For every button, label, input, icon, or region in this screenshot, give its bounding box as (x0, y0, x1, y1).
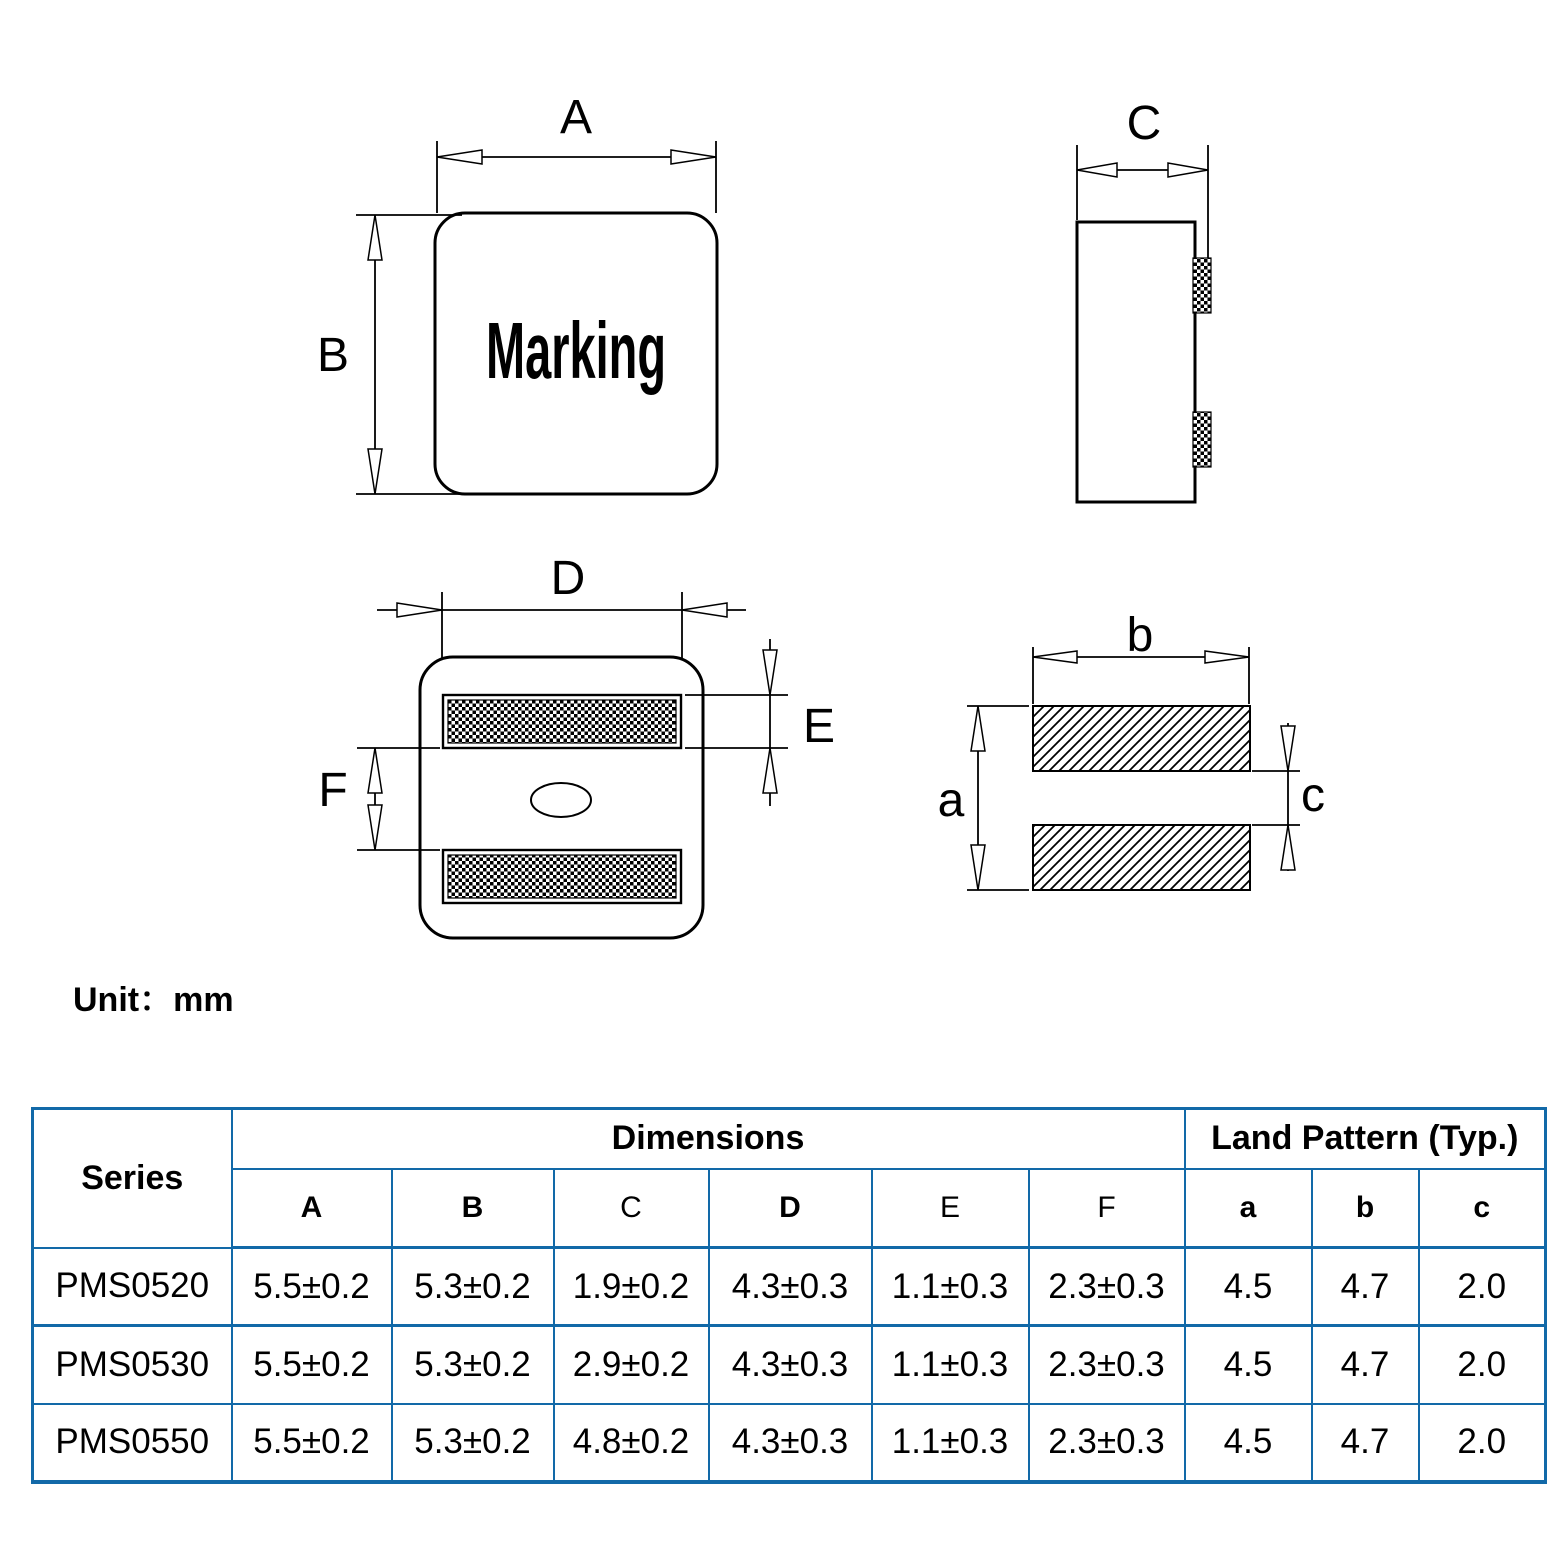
dim-label-b: b (1126, 609, 1154, 662)
value-cell: 1.1±0.3 (872, 1326, 1029, 1404)
land-pattern-header: Land Pattern (Typ.) (1185, 1109, 1546, 1169)
series-cell: PMS0530 (33, 1326, 232, 1404)
dim-label-D: D (550, 552, 586, 605)
dim-label-B: B (316, 329, 350, 382)
value-cell: 5.5±0.2 (232, 1248, 392, 1326)
col-header-a: a (1185, 1169, 1312, 1248)
value-cell: 5.3±0.2 (392, 1326, 554, 1404)
top-view-diagram (317, 91, 717, 494)
arrowhead-up (971, 706, 985, 751)
value-cell: 2.0 (1419, 1326, 1546, 1404)
arrowhead-right (1168, 163, 1208, 177)
arrowhead-down (971, 845, 985, 890)
value-cell: 4.7 (1312, 1326, 1419, 1404)
dim-label-C: C (1126, 97, 1162, 150)
arrowhead-right (397, 603, 442, 617)
value-cell: 4.5 (1185, 1248, 1312, 1326)
table-header-row-groups (33, 1109, 1546, 1169)
arrowhead-up (1281, 825, 1295, 870)
side-view-diagram (1077, 97, 1211, 502)
terminal-pad (1193, 412, 1211, 467)
value-cell: 4.8±0.2 (554, 1404, 709, 1482)
arrowhead-right (671, 150, 716, 164)
unit-note: Unit：mm (73, 981, 234, 1019)
value-cell: 2.3±0.3 (1029, 1326, 1185, 1404)
value-cell: 2.9±0.2 (554, 1326, 709, 1404)
col-header-A: A (232, 1169, 392, 1248)
value-cell: 1.1±0.3 (872, 1404, 1029, 1482)
value-cell: 2.0 (1419, 1248, 1546, 1326)
col-header-B: B (392, 1169, 554, 1248)
dimensions-header: Dimensions (232, 1109, 1185, 1169)
bottom-pad (448, 700, 676, 743)
arrowhead-down (763, 650, 777, 695)
value-cell: 4.3±0.3 (709, 1404, 872, 1482)
arrowhead-down (368, 449, 382, 494)
dim-label-c: c (1301, 769, 1325, 822)
value-cell: 4.3±0.3 (709, 1326, 872, 1404)
bottom-view-diagram (318, 552, 835, 938)
series-cell: PMS0550 (33, 1404, 232, 1482)
table-row (33, 1326, 1546, 1404)
spec-table (31, 1107, 1547, 1484)
component-body-side-view (1077, 222, 1195, 502)
arrowhead-right (1205, 651, 1249, 663)
value-cell: 1.9±0.2 (554, 1248, 709, 1326)
center-mark-ellipse (531, 783, 591, 817)
arrowhead-down (368, 805, 382, 850)
dim-label-F: F (318, 764, 348, 817)
arrowhead-up (763, 748, 777, 793)
value-cell: 2.3±0.3 (1029, 1248, 1185, 1326)
value-cell: 4.5 (1185, 1404, 1312, 1482)
arrowhead-up (368, 215, 382, 260)
land-pad (1033, 825, 1250, 890)
arrowhead-left (1077, 163, 1117, 177)
table-row (33, 1248, 1546, 1326)
terminal-pad (1193, 258, 1211, 313)
bottom-pad (448, 855, 676, 898)
dim-label-A: A (559, 91, 593, 144)
arrowhead-down (1281, 726, 1295, 771)
value-cell: 2.3±0.3 (1029, 1404, 1185, 1482)
table-row (33, 1404, 1546, 1482)
value-cell: 4.7 (1312, 1404, 1419, 1482)
col-header-E: E (872, 1169, 1029, 1248)
col-header-b: b (1312, 1169, 1419, 1248)
value-cell: 4.7 (1312, 1248, 1419, 1326)
value-cell: 5.3±0.2 (392, 1248, 554, 1326)
arrowhead-left (1033, 651, 1077, 663)
series-header: Series (33, 1109, 232, 1248)
arrowhead-left (437, 150, 482, 164)
col-header-C: C (554, 1169, 709, 1248)
value-cell: 2.0 (1419, 1404, 1546, 1482)
table-header-row-letters (33, 1169, 1546, 1248)
col-header-F: F (1029, 1169, 1185, 1248)
marking-label: Marking (486, 306, 666, 395)
value-cell: 5.5±0.2 (232, 1326, 392, 1404)
value-cell: 4.3±0.3 (709, 1248, 872, 1326)
value-cell: 4.5 (1185, 1326, 1312, 1404)
col-header-D: D (709, 1169, 872, 1248)
dim-label-E: E (802, 700, 836, 753)
value-cell: 5.5±0.2 (232, 1404, 392, 1482)
arrowhead-up (368, 748, 382, 793)
dim-label-a: a (937, 774, 965, 827)
arrowhead-left (682, 603, 727, 617)
land-pattern-diagram (938, 609, 1325, 890)
land-pad (1033, 706, 1250, 771)
value-cell: 1.1±0.3 (872, 1248, 1029, 1326)
series-cell: PMS0520 (33, 1248, 232, 1326)
value-cell: 5.3±0.2 (392, 1404, 554, 1482)
col-header-c: c (1419, 1169, 1546, 1248)
